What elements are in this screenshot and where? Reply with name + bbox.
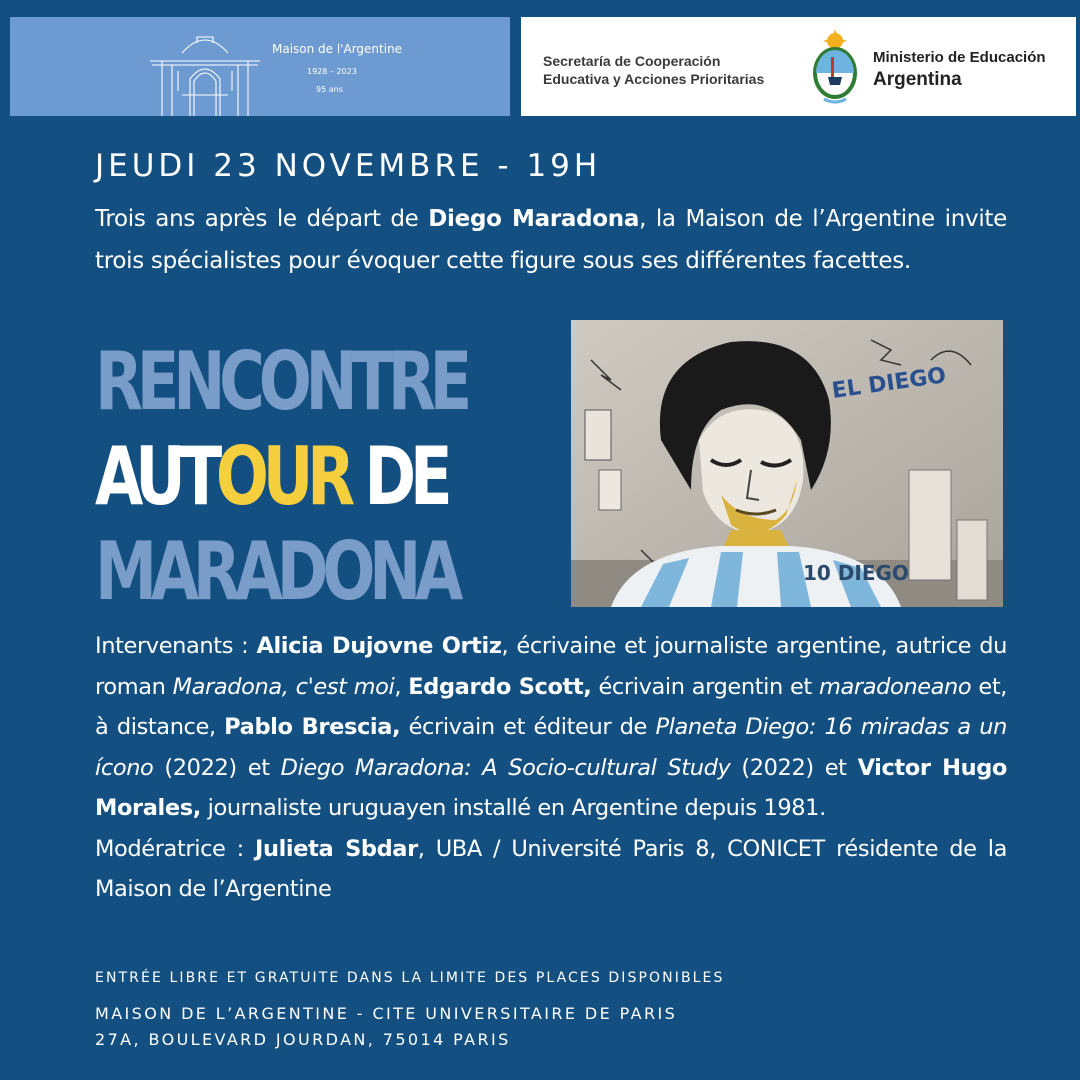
intro-text-before: Trois ans après le départ de: [95, 206, 429, 232]
address-line-1: MAISON DE L’ARGENTINE - CITE UNIVERSITAIRE DE PARIS: [95, 1004, 678, 1023]
event-intro: [95, 198, 1007, 282]
entry-note: ENTRÉE LIBRE ET GRATUITE DANS LA LIMITE DES PLACES DISPONIBLES: [95, 970, 725, 986]
intro-name: Diego Maradona: [428, 206, 640, 232]
speaker-4-desc: journaliste uruguayen installé en Argentine depuis 1981.: [200, 795, 826, 821]
speaker-2-desc-c: et, à distance,: [95, 673, 1008, 740]
speaker-3-book-1: Planeta Diego: 16 miradas a un ícono: [95, 714, 1007, 781]
maison-name: Maison de l'Argentine: [272, 42, 403, 56]
ministerio-line-1: Ministerio de Educación: [873, 49, 1046, 66]
moderator-paragraph: [95, 829, 1007, 910]
speaker-4-name: Victor Hugo Morales,: [95, 754, 1007, 821]
intro-text-after: , la Maison de l’Argentine invite trois spécialistes pour évoquer cette figure sous ses différentes facettes.: [95, 206, 1007, 274]
maradona-mural-photo: [571, 320, 1003, 607]
speakers-label: Intervenants :: [95, 633, 257, 659]
speaker-2-desc-a: écrivain argentin et: [591, 673, 819, 700]
speaker-3-desc: écrivain et éditeur de: [400, 714, 656, 740]
speaker-3-mid: (2022) et: [153, 754, 281, 781]
title-line-2: [95, 429, 477, 524]
title-line-1: RENCONTRE: [95, 335, 467, 428]
speaker-1-name: Alicia Dujovne Ortiz: [256, 633, 502, 659]
title-line-2-accent: OUR: [215, 430, 349, 523]
speaker-sep-1: ,: [394, 673, 409, 700]
moderator-desc: , UBA / Université Paris 8, CONICET résidente de la Maison de l’Argentine: [95, 835, 1008, 902]
ministerio-line-2: Argentina: [873, 69, 962, 90]
title-line-3: MARADONA: [95, 525, 458, 618]
ministry-logo-banner: [521, 17, 1076, 116]
speaker-1-book: Maradona, c'est moi: [172, 673, 395, 700]
title-line-2-end: DE: [348, 430, 447, 523]
argentina-coat-of-arms-icon: [806, 27, 864, 107]
mural-shirt-text: 10 DIEGO: [803, 561, 909, 585]
event-date: JEUDI 23 NOVEMBRE - 19H: [95, 148, 602, 184]
speaker-2-name: Edgardo Scott,: [408, 673, 592, 700]
maison-building-icon: [142, 31, 268, 116]
maison-logo-banner: [10, 17, 510, 116]
speakers-section: [95, 626, 1007, 910]
speaker-1-desc: , écrivaine et journaliste argentine, autrice du roman: [95, 633, 1007, 700]
secretaria-line-1: Secretaría de Cooperación: [543, 53, 721, 69]
maison-anniversary: 95 ans: [316, 85, 343, 94]
secretaria-line-2: Educativa y Acciones Prioritarias: [543, 71, 765, 87]
speaker-3-name: Pablo Brescia,: [224, 714, 401, 740]
address-line-2: 27A, BOULEVARD JOURDAN, 75014 PARIS: [95, 1030, 511, 1049]
speaker-3-end: (2022) et: [730, 754, 858, 781]
speaker-2-desc-b: maradoneano: [818, 673, 972, 700]
maison-years: 1928 – 2023: [307, 67, 357, 76]
moderator-label: Modératrice :: [95, 835, 256, 862]
title-line-2-start: AUT: [95, 430, 216, 523]
event-title: [95, 334, 477, 619]
speaker-3-book-2: Diego Maradona: A Socio-cultural Study: [280, 754, 731, 781]
moderator-name: Julieta Sbdar: [255, 835, 418, 862]
mural-graffiti-text: EL DIEGO: [830, 363, 948, 404]
speakers-paragraph: [95, 626, 1007, 829]
